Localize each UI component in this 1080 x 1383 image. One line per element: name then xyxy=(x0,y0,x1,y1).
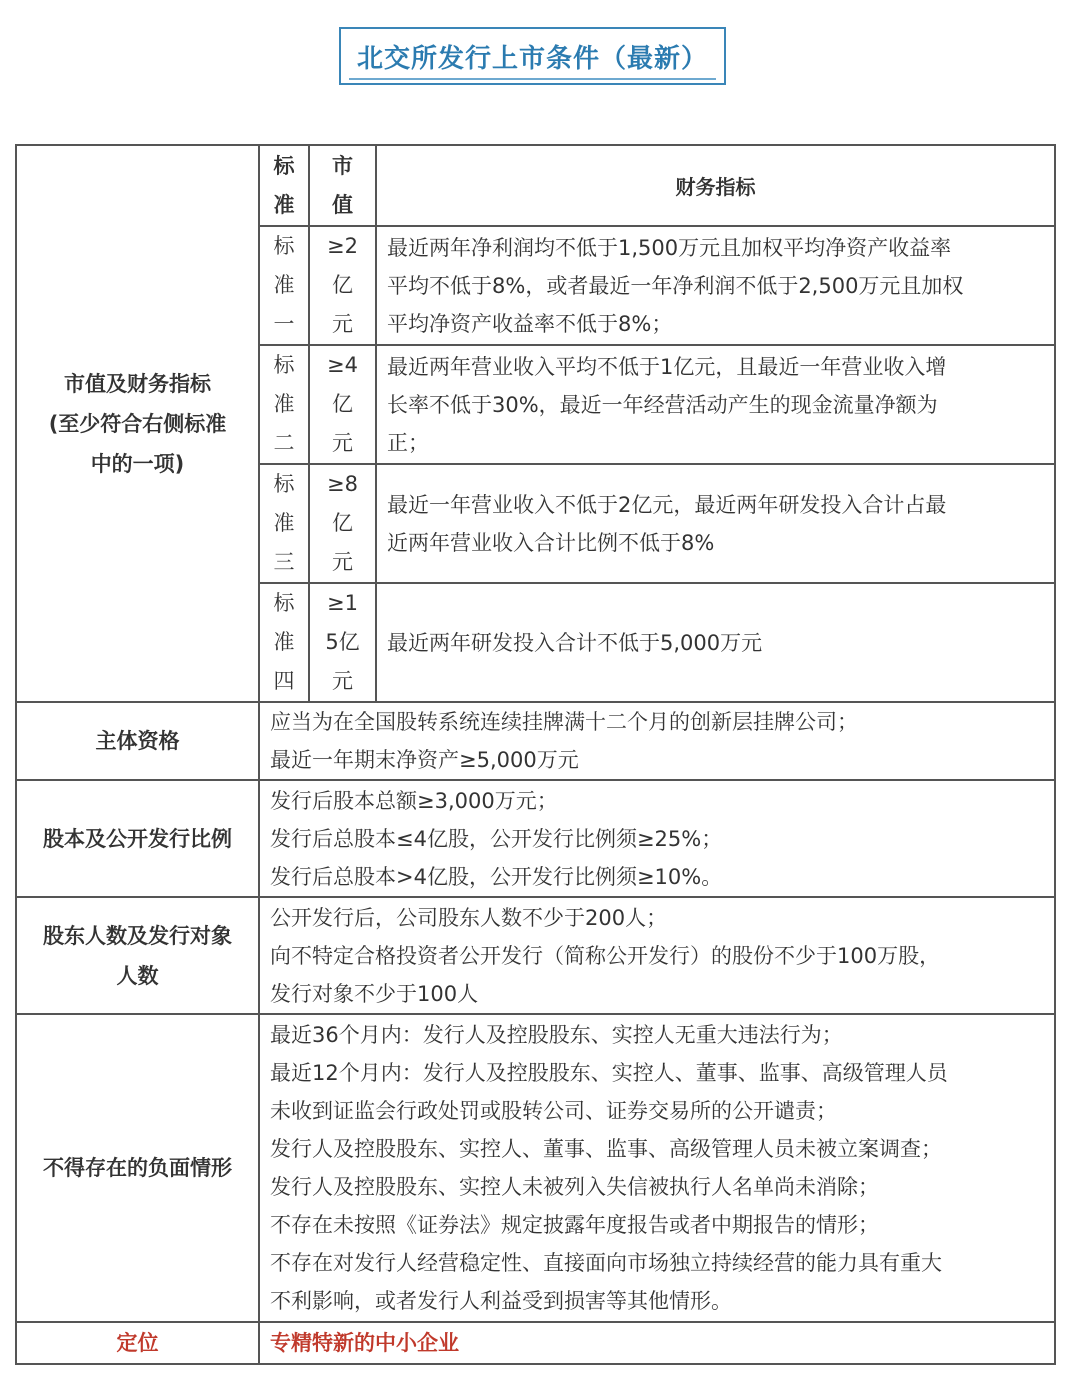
positioning-value: 专精特新的中小企业 xyxy=(259,1322,1055,1364)
standard-2-criteria: 最近两年营业收入平均不低于1亿元，且最近一年营业收入增 长率不低于30%，最近一年经营活动产生的现金流量净额为 正； xyxy=(376,345,1055,464)
header-standard: 标 准 xyxy=(259,145,309,226)
table-row-negative xyxy=(16,1014,1055,1322)
standard-4-name: 标 准 四 xyxy=(259,583,309,702)
table-row-subject xyxy=(16,702,1055,780)
table-header-row xyxy=(16,145,1055,226)
market-financial-label xyxy=(16,145,259,702)
header-financial: 财务指标 xyxy=(376,145,1055,226)
capital-criteria: 发行后股本总额≥3,000万元； 发行后总股本≤4亿股，公开发行比例须≥25%； 发行后总股本>4亿股，公开发行比例须≥10%。 xyxy=(259,780,1055,897)
standard-2-name: 标 准 二 xyxy=(259,345,309,464)
table-row-capital xyxy=(16,780,1055,897)
subject-label: 主体资格 xyxy=(16,702,259,780)
market-label-line-2: (至少符合右侧标准 xyxy=(48,411,227,436)
standard-4-criteria: 最近两年研发投入合计不低于5,000万元 xyxy=(376,583,1055,702)
market-label-line-1: 市值及财务指标 xyxy=(64,371,211,396)
standard-1-market-value: ≥2 亿 元 xyxy=(309,226,376,345)
positioning-label: 定位 xyxy=(16,1322,259,1364)
standard-1-name: 标 准 一 xyxy=(259,226,309,345)
standard-3-criteria: 最近一年营业收入不低于2亿元，最近两年研发投入合计占最 近两年营业收入合计比例不低于8% xyxy=(376,464,1055,583)
table-row-positioning xyxy=(16,1322,1055,1364)
listing-conditions-table xyxy=(15,144,1056,1365)
negative-label: 不得存在的负面情形 xyxy=(16,1014,259,1322)
page-title xyxy=(339,27,726,85)
table-row-holders xyxy=(16,897,1055,1014)
negative-criteria: 最近36个月内：发行人及控股股东、实控人无重大违法行为； 最近12个月内：发行人及控股股东、实控人、董事、监事、高级管理人员 未收到证监会行政处罚或股转公司、证券交易所的公开谴责； 发行人及控股股东、实控人、董事、监事、高级管理人员未被立案调查； 发行人及控股股东、实控人未被列入失信被执行人名单尚未消除； 不存在未按照《证券法》规定披露年度报告或者中期报告的情形； 不存在对发行人经营稳定性、直接面向市场独立持续经营的能力具有重大 不利影响，或者发行人利益受到损害等其他情形。 xyxy=(259,1014,1055,1322)
standard-1-criteria: 最近两年净利润均不低于1,500万元且加权平均净资产收益率 平均不低于8%，或者最近一年净利润不低于2,500万元且加权 平均净资产收益率不低于8%； xyxy=(376,226,1055,345)
header-market-value: 市 值 xyxy=(309,145,376,226)
page-title-text: 北交所发行上市条件（最新） xyxy=(356,43,708,74)
standard-2-market-value: ≥4 亿 元 xyxy=(309,345,376,464)
market-label-line-3: 中的一项) xyxy=(90,451,185,476)
standard-4-market-value: ≥1 5亿 元 xyxy=(309,583,376,702)
holders-label: 股东人数及发行对象 人数 xyxy=(16,897,259,1014)
subject-criteria: 应当为在全国股转系统连续挂牌满十二个月的创新层挂牌公司； 最近一年期末净资产≥5,000万元 xyxy=(259,702,1055,780)
standard-3-market-value: ≥8 亿 元 xyxy=(309,464,376,583)
capital-label: 股本及公开发行比例 xyxy=(16,780,259,897)
standard-3-name: 标 准 三 xyxy=(259,464,309,583)
holders-criteria: 公开发行后，公司股东人数不少于200人； 向不特定合格投资者公开发行（简称公开发行）的股份不少于100万股， 发行对象不少于100人 xyxy=(259,897,1055,1014)
